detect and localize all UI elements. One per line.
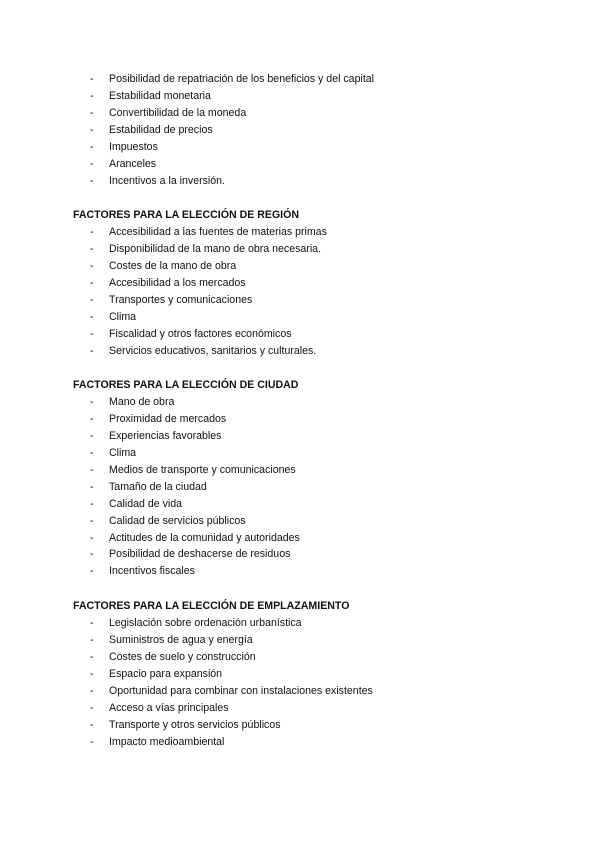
list-item-text: Transporte y otros servicios públicos <box>109 718 281 731</box>
list-item-text: Proximidad de mercados <box>109 412 227 425</box>
list-item <box>0 292 600 309</box>
list-item <box>0 88 600 105</box>
bullet-dash: - <box>90 396 94 408</box>
list-item-text: Servicios educativos, sanitarios y culturales. <box>109 344 317 357</box>
list-item <box>0 156 600 173</box>
list-item <box>0 326 600 343</box>
bullet-dash: - <box>90 531 94 544</box>
list-item <box>0 173 600 190</box>
list-item-text: Incentivos fiscales <box>109 565 195 578</box>
list-item-text: Estabilidad monetaria <box>109 89 211 102</box>
list-item <box>0 666 600 683</box>
bullet-dash: - <box>90 73 94 85</box>
bullet-dash: - <box>90 259 94 272</box>
list-item <box>0 394 600 411</box>
list-item <box>0 224 600 241</box>
list-item <box>0 700 600 717</box>
section-heading-ciudad: FACTORES PARA LA ELECCIÓN DE CIUDAD <box>73 379 299 391</box>
list-item <box>0 513 600 530</box>
list-item <box>0 546 600 563</box>
list-item <box>0 462 600 479</box>
list-item <box>0 632 600 649</box>
list-item <box>0 411 600 428</box>
ciudad-factor-list <box>0 394 600 580</box>
bullet-dash: - <box>90 565 94 578</box>
list-item-text: Mano de obra <box>109 396 175 408</box>
list-item-text: Incentivos a la inversión. <box>109 174 226 187</box>
bullet-dash: - <box>90 276 94 289</box>
bullet-dash: - <box>90 293 94 306</box>
list-item-text: Calidad de vida <box>109 497 183 510</box>
list-item <box>0 275 600 292</box>
list-item <box>0 479 600 496</box>
list-item-text: Disponibilidad de la mano de obra necesaria. <box>109 242 322 255</box>
list-item <box>0 563 600 580</box>
bullet-dash: - <box>90 514 94 527</box>
bullet-dash: - <box>90 701 94 714</box>
bullet-dash: - <box>90 684 94 697</box>
bullet-dash: - <box>90 140 94 153</box>
list-item-text: Costes de suelo y construcción <box>109 650 256 663</box>
list-item-text: Accesibilidad a los mercados <box>109 276 246 289</box>
emplazamiento-factor-list <box>0 615 600 751</box>
list-item <box>0 309 600 326</box>
bullet-dash: - <box>90 735 94 748</box>
list-item-text: Oportunidad para combinar con instalaciones existentes <box>109 684 373 697</box>
region-factor-list <box>0 224 600 360</box>
list-item <box>0 717 600 734</box>
list-item-text: Impuestos <box>109 140 158 153</box>
bullet-dash: - <box>90 667 94 680</box>
bullet-dash: - <box>90 446 94 459</box>
bullet-dash: - <box>90 242 94 255</box>
bullet-dash: - <box>90 650 94 663</box>
bullet-dash: - <box>90 157 94 170</box>
list-item <box>0 445 600 462</box>
list-item <box>0 71 600 88</box>
list-item-text: Tamaño de la ciudad <box>109 480 207 493</box>
list-item <box>0 105 600 122</box>
list-item <box>0 496 600 513</box>
list-item-text: Convertibilidad de la moneda <box>109 106 247 119</box>
list-item <box>0 139 600 156</box>
list-item-text: Estabilidad de precios <box>109 123 213 136</box>
list-item <box>0 241 600 258</box>
list-item-text: Suministros de agua y energía <box>109 633 253 646</box>
bullet-dash: - <box>90 429 94 442</box>
list-item <box>0 683 600 700</box>
bullet-dash: - <box>90 310 94 323</box>
bullet-dash: - <box>90 480 94 493</box>
list-item-text: Posibilidad de deshacerse de residuos <box>109 548 291 561</box>
list-item-text: Transportes y comunicaciones <box>109 293 253 306</box>
intro-factor-list <box>0 71 600 190</box>
bullet-dash: - <box>90 633 94 646</box>
list-item-text: Experiencias favorables <box>109 429 222 442</box>
bullet-dash: - <box>90 412 94 425</box>
bullet-dash: - <box>90 89 94 102</box>
list-item-text: Impacto medioambiental <box>109 735 225 748</box>
bullet-dash: - <box>90 463 94 476</box>
section-heading-region: FACTORES PARA LA ELECCIÓN DE REGIÓN <box>73 209 300 221</box>
list-item-text: Espacio para expansión <box>109 667 223 680</box>
bullet-dash: - <box>90 226 94 238</box>
list-item <box>0 734 600 751</box>
list-item-text: Calidad de servicios públicos <box>109 514 246 527</box>
bullet-dash: - <box>90 497 94 510</box>
list-item <box>0 649 600 666</box>
list-item <box>0 428 600 445</box>
list-item-text: Clima <box>109 310 137 323</box>
bullet-dash: - <box>90 344 94 357</box>
list-item <box>0 122 600 139</box>
list-item-text: Aranceles <box>109 157 157 170</box>
section-heading-emplazamiento: FACTORES PARA LA ELECCIÓN DE EMPLAZAMIENTO <box>73 600 350 612</box>
bullet-dash: - <box>90 174 94 187</box>
list-item-text: Actitudes de la comunidad y autoridades <box>109 531 300 544</box>
list-item-text: Clima <box>109 446 137 459</box>
list-item <box>0 343 600 360</box>
list-item-text: Legislación sobre ordenación urbanística <box>109 617 302 629</box>
bullet-dash: - <box>90 106 94 119</box>
list-item-text: Costes de la mano de obra <box>109 259 237 272</box>
list-item-text: Accesibilidad a las fuentes de materias primas <box>109 226 327 238</box>
bullet-dash: - <box>90 548 94 561</box>
list-item-text: Fiscalidad y otros factores económicos <box>109 327 292 340</box>
list-item-text: Medios de transporte y comunicaciones <box>109 463 296 476</box>
list-item <box>0 615 600 632</box>
list-item <box>0 530 600 547</box>
list-item-text: Posibilidad de repatriación de los beneficios y del capital <box>109 73 375 85</box>
list-item-text: Acceso a vías principales <box>109 701 229 714</box>
bullet-dash: - <box>90 718 94 731</box>
list-item <box>0 258 600 275</box>
bullet-dash: - <box>90 617 94 629</box>
bullet-dash: - <box>90 327 94 340</box>
bullet-dash: - <box>90 123 94 136</box>
